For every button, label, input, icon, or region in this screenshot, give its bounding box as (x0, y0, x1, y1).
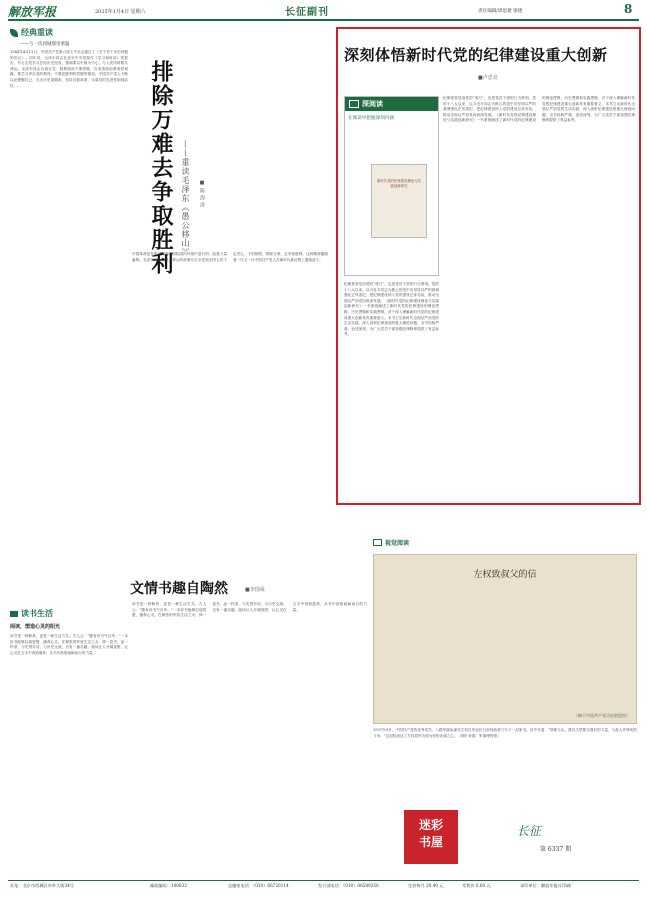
footer-address: 社址：北京市西城区阜外大街34号 (10, 883, 74, 888)
column-tag: 经典重读 (21, 27, 53, 37)
page-header (0, 0, 647, 20)
main-article-text: 纪律是管党治党的“戒尺”，也是党员干部的行为准则。党的十八大以来，以习近平同志为核心的党中央坚持以严的基调强化正风肃纪，把纪律建设纳入党的建设总体布局，推动全面从严治党向纵深发展。《新时代党的纪律建设理论与实践创新研究》一书系统阐述了新时代党的纪律建设的理论逻辑、历史逻辑和实践逻辑，对于深入理解新时代党的纪律建设重大创新具有重要意义。本书立足新时代全面从严治党的生动实践，深入剖析纪律建设的重大理论问题，全书结构严谨、论述深刻，为广大党员干部加强纪律修养提供了有益参考。 (443, 96, 635, 123)
book-open-icon (10, 611, 18, 617)
second-article-author: ■李国成 (245, 587, 265, 593)
second-article-text: 读书是一种修养，更是一种生活方式。古人云：“腹有诗书气自华。”一本好书能够启迪智慧，涵养心灵。在紧张的军营生活之余，捧一卷书，品一杯茶，与先贤对话，与历史交流，自有一番乐趣。阅读让人开阔视野，让心灵在文字中得到滋养，从书中汲取砥砺前行的力量。 (132, 602, 367, 618)
footer-printer: 承印单位：解放军报社印刷厂 (520, 883, 575, 888)
main-article-author: ■卢忠亮 (478, 75, 498, 81)
book-cover-title: 新时代党的纪律建设理论与实践创新研究 (376, 179, 422, 188)
footer-phone: 总编室电话：（010）66720114 (228, 883, 289, 888)
letter-photo (373, 554, 637, 724)
column-text: 1944年4月12日，中国共产党第六届七中全会通过了《关于若干历史问题的决议》。同年初，毛泽东同志在延安中央党校作《学习和时局》的报告，号召全党学习总结历史经验，强调要以中国为中心，与人民同呼吸共命运。毛泽东同志告诫全党：胜利面前不要骄傲，在成绩面前要戒骄戒躁，要学习李自成的教训，不要犯胜利时骄傲的错误。中国共产党人不断以此警醒自己，走出历史周期率，坚持自我革命，永葆党的先进性和纯洁性…… (10, 50, 128, 88)
reading-text: 读书是一种修养，更是一种生活方式。古人云：“腹有诗书气自华。”一本好书能够启迪智慧，涵养心灵。在紧张的军营生活之余，捧一卷书，品一杯茶，与先贤对话，与历史交流，自有一番乐趣。阅读让人开阔视野，让心灵在文字中得到滋养，从书中汲取砥砺前行的力量。 (10, 634, 128, 655)
book-banner: 在阅读中把握深刻内涵 (348, 116, 394, 121)
logo-top: 迷彩 (418, 818, 443, 832)
issue-date: 2025年1月4日 星期六 (95, 9, 146, 15)
editor-info: 责任编辑/周思捷 梁捷 (478, 9, 523, 14)
column-subtitle: ——与一次同城那里重温 (20, 42, 70, 47)
book-icon (349, 100, 359, 108)
footer-price: 定价每月 20.40 元 (408, 883, 444, 888)
photo-caption: 1937年9月，中国共产党的优秀党员、八路军副参谋长左权在华北抗日前线给叔父写下一封家书。信中写道：“国难当头，我们当然要尽我们的力量，与敌人作殊死的斗争。”这封信表达了左权将军为国为民的赤诚之心。（图片来源：军事博物馆） (373, 728, 637, 738)
main-article-text-left: 纪律是管党治党的“戒尺”，也是党员干部的行为准则。党的十八大以来，以习近平同志为核心的党中央坚持以严的基调强化正风肃纪，把纪律建设纳入党的建设总体布局，推动全面从严治党向纵深发展。《新时代党的纪律建设理论与实践创新研究》一书系统阐述了新时代党的纪律建设的理论逻辑、历史逻辑和实践逻辑，对于深入理解新时代党的纪律建设重大创新具有重要意义。本书立足新时代全面从严治党的生动实践，深入剖析纪律建设的重大理论问题，全书结构严谨、论述深刻，为广大党员干部加强纪律修养提供了有益参考。 (344, 282, 439, 337)
masthead: 解放军报 (8, 5, 57, 19)
footer-postcode: 邮政编码：100832 (150, 883, 187, 888)
logo-bottom: 书屋 (418, 835, 443, 849)
leaf-icon (10, 29, 18, 37)
letter-title: 左权致叔父的信 (473, 570, 537, 580)
footer-edition: 发行部电话：（010）66589350 (318, 883, 379, 888)
page-number: 8 (624, 2, 633, 16)
vertical-article-title: 排除万难去争取胜利 (148, 60, 174, 276)
letter-credit: （摘于中国共产党历史展览馆） (574, 713, 630, 718)
footer-single: 零售价 0.60 元 (462, 883, 491, 888)
vertical-article-text: 中国革命是在极其艰难的国际国内环境中进行的，敌我力量悬殊。毛泽东同志以愚公移山的故事号召全党和全国人民下定决心，不怕牺牲，排除万难，去争取胜利。这种精神激励着一代又一代中国共产党人在新时代新征程上继续奋斗。 (132, 252, 328, 262)
photo-tag-block (373, 538, 409, 547)
reading-life-block (10, 608, 128, 884)
book-cover (371, 164, 427, 238)
photo-tag: 视觉阅读 (385, 540, 410, 547)
reading-tag: 读书生活 (21, 608, 53, 618)
main-article-title: 深刻体悟新时代党的纪律建设重大创新 (344, 46, 608, 64)
book-label: 深阅读 (362, 99, 383, 108)
brand-name: 长征 (517, 824, 542, 838)
reading-subtitle: 阅读，塑造心灵的阳光 (10, 624, 61, 630)
camera-icon (373, 539, 382, 546)
column-logo (404, 810, 458, 864)
second-article-title: 文情书趣自陶然 (130, 581, 228, 597)
vertical-article-author: ■陈海涛 (199, 180, 205, 209)
section-title: 长征副刊 (285, 7, 329, 18)
issue-number: 第 6337 期 (540, 846, 572, 853)
vertical-article-subtitle: ——重读毛泽东《愚公移山》 (181, 140, 190, 257)
column-feature (10, 27, 128, 530)
header-rule (8, 19, 639, 21)
